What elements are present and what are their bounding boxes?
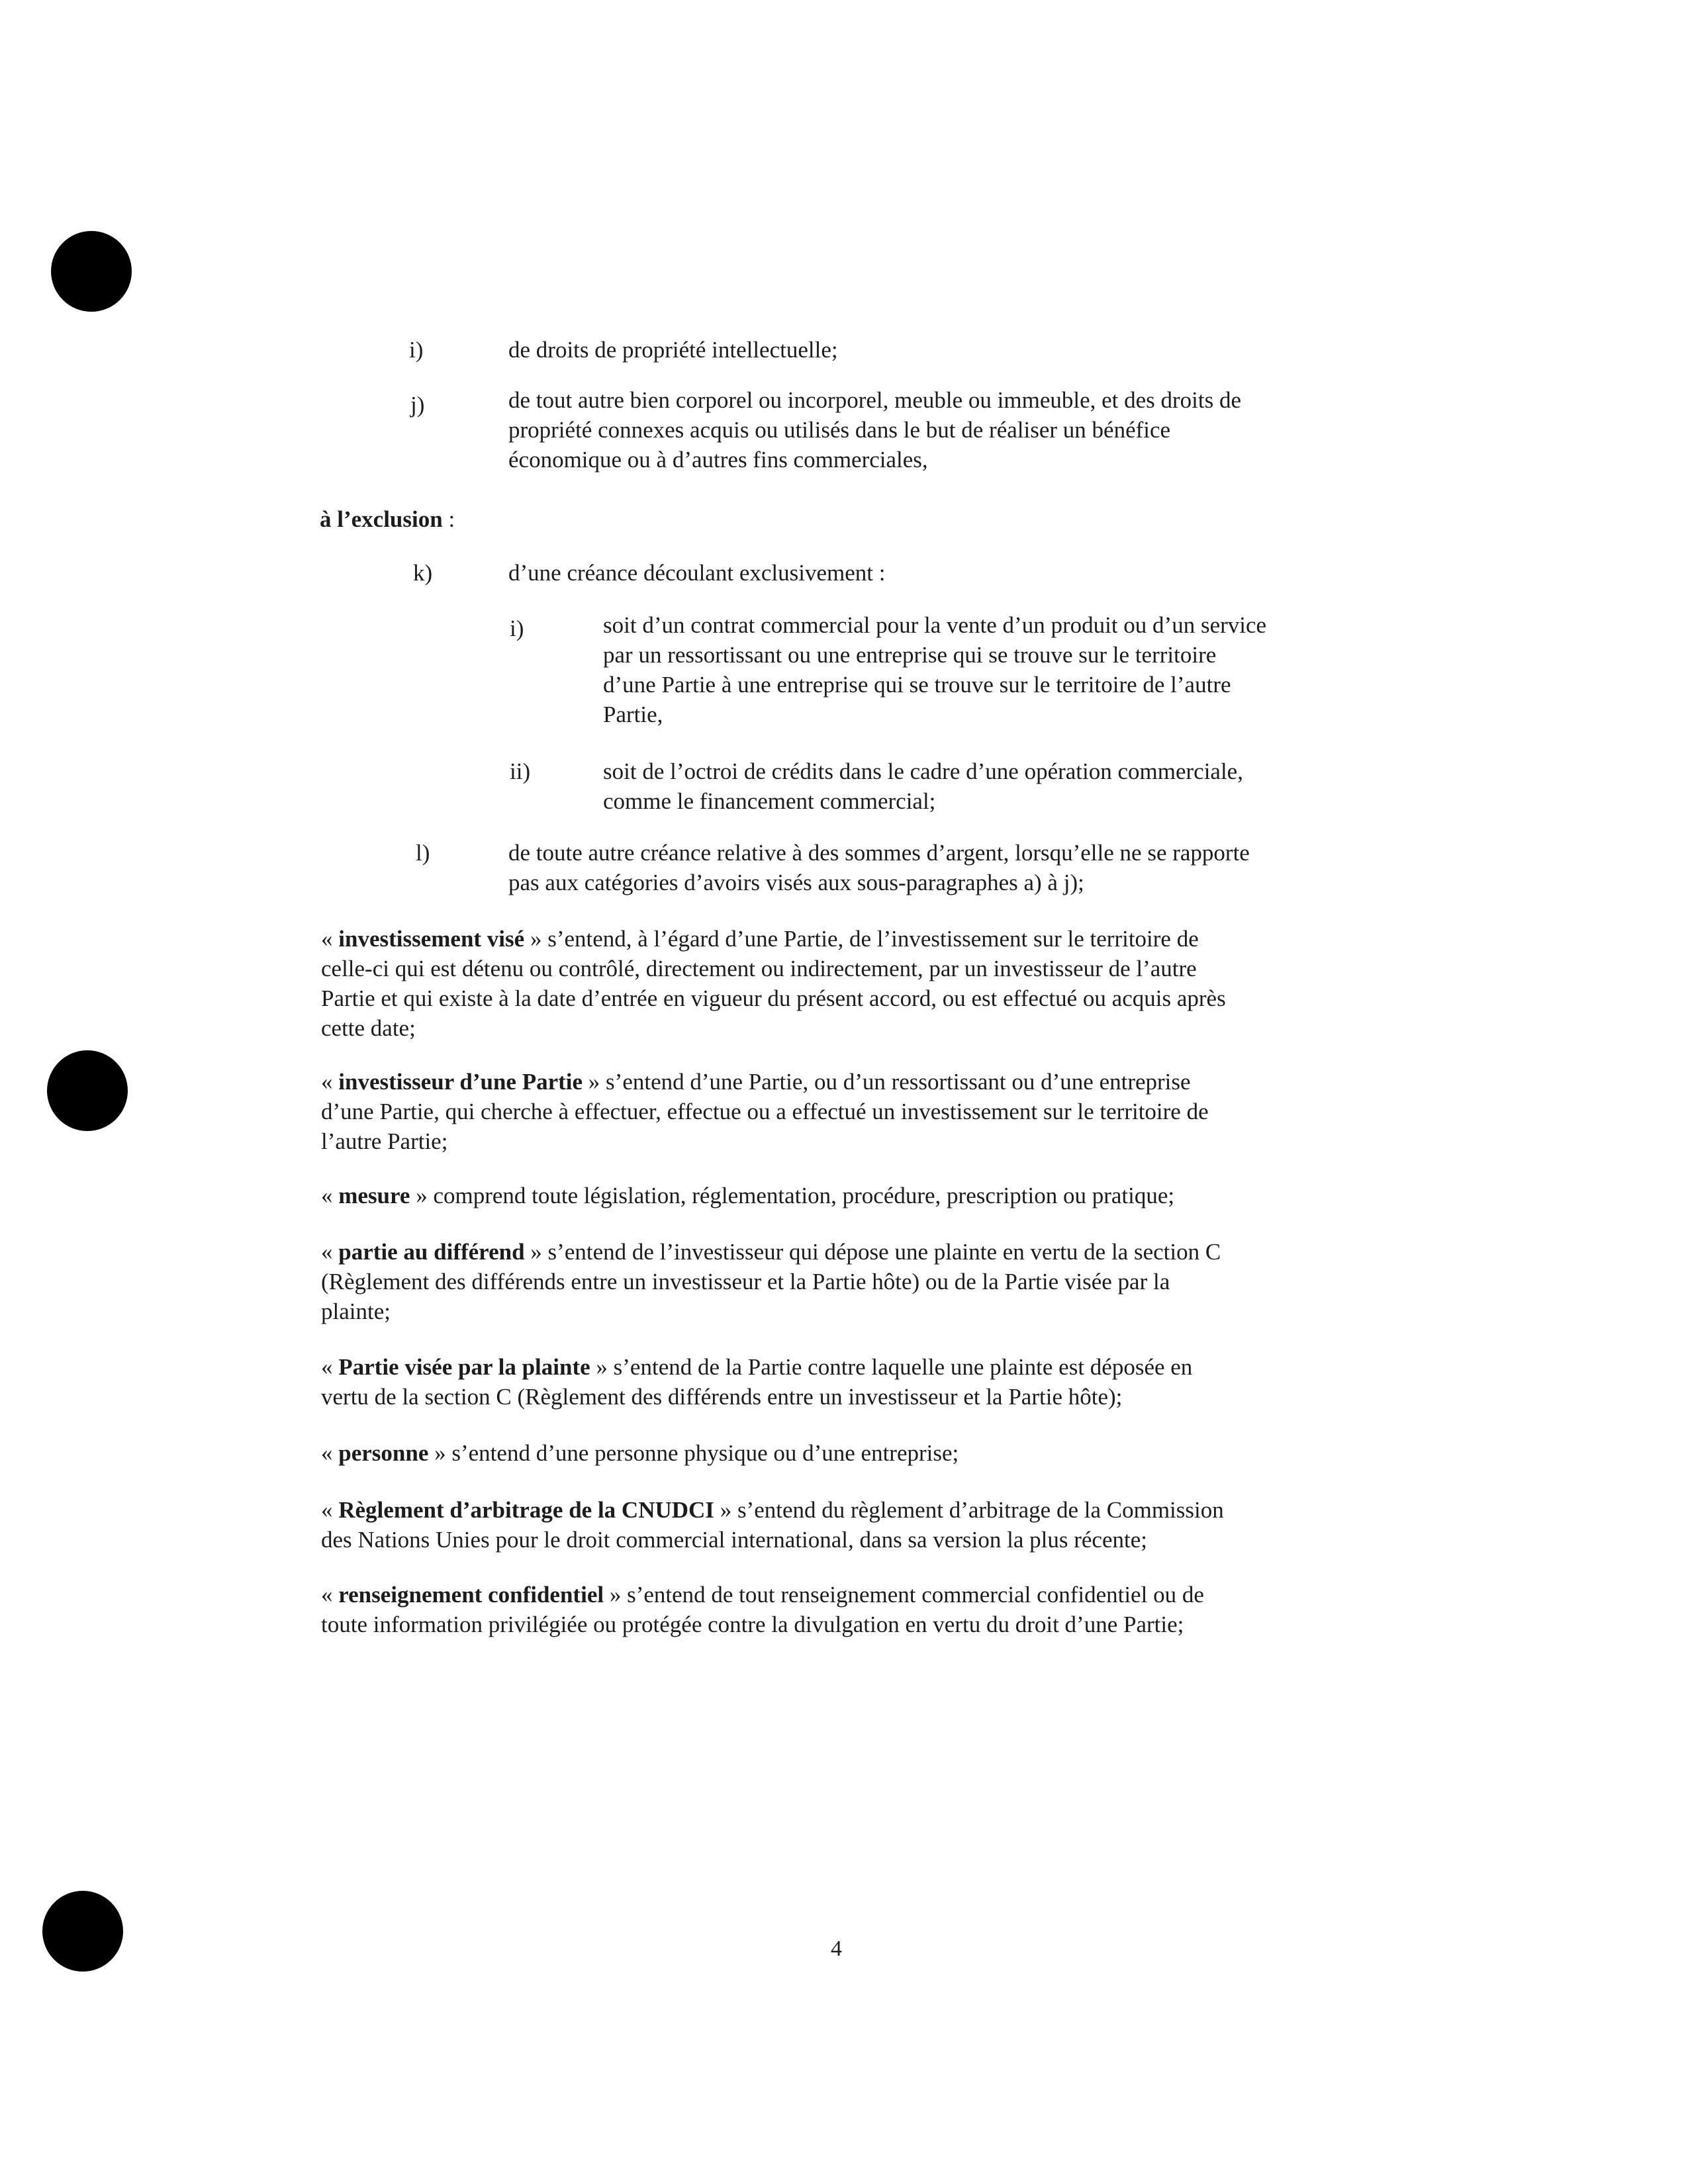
quote-open: «	[321, 926, 339, 952]
definition-first-line	[321, 1181, 1174, 1210]
list-item-text	[508, 335, 838, 365]
text-line: soit d’un contrat commercial pour la vente d’un produit ou d’un service	[603, 612, 1267, 638]
text-line: propriété connexes acquis ou utilisés dans le but de réaliser un bénéfice	[508, 417, 1171, 443]
text-line: des Nations Unies pour le droit commercial international, dans sa version la plus récente;	[321, 1527, 1147, 1553]
text-line: économique ou à d’autres fins commerciales,	[508, 447, 928, 473]
page-number: 4	[831, 1936, 842, 1961]
definition-first-line	[321, 1237, 1221, 1267]
text-line: plainte;	[321, 1298, 391, 1324]
definition-first-line	[321, 924, 1226, 954]
text-line: cette date;	[321, 1015, 416, 1041]
definition-paragraph	[321, 1237, 1221, 1326]
exclusion-colon: :	[442, 506, 455, 532]
definition-term: investisseur d’une Partie	[338, 1069, 583, 1095]
quote-open: «	[321, 1440, 339, 1466]
text-line: d’une Partie à une entreprise qui se trouve sur le territoire de l’autre	[603, 672, 1231, 698]
list-item-text	[508, 385, 1241, 475]
text-line: comme le financement commercial;	[603, 788, 936, 814]
definition-first-line	[321, 1438, 959, 1468]
definition-text: » s’entend d’une personne physique ou d’une entreprise;	[428, 1440, 959, 1466]
quote-open: «	[321, 1239, 339, 1265]
list-marker: i)	[510, 615, 524, 641]
text-line: d’une Partie, qui cherche à effectuer, effectue ou a effectué un investissement sur le territoire de	[321, 1099, 1209, 1124]
quote-open: «	[321, 1354, 339, 1380]
list-item-text	[508, 838, 1250, 897]
text-line: pas aux catégories d’avoirs visés aux sous-paragraphes a) à j);	[508, 870, 1084, 895]
text-line: de tout autre bien corporel ou incorporel, meuble ou immeuble, et des droits de	[508, 387, 1242, 413]
quote-open: «	[321, 1183, 339, 1208]
text-line: toute information privilégiée ou protégée contre la divulgation en vertu du droit d’une Partie;	[321, 1612, 1184, 1637]
definition-first-line	[321, 1067, 1209, 1097]
definition-paragraph	[321, 1438, 959, 1468]
list-marker: l)	[416, 840, 430, 866]
definition-term: mesure	[338, 1183, 410, 1208]
definition-text: » comprend toute législation, réglementation, procédure, prescription ou pratique;	[410, 1183, 1175, 1208]
definition-first-line	[321, 1495, 1224, 1525]
definition-text: » s’entend, à l’égard d’une Partie, de l’investissement sur le territoire de	[524, 926, 1199, 952]
definition-paragraph	[321, 1181, 1174, 1210]
list-marker: ii)	[510, 758, 531, 784]
text-line: par un ressortissant ou une entreprise qui se trouve sur le territoire	[603, 642, 1217, 668]
list-marker: i)	[409, 337, 424, 363]
definition-text: » s’entend de l’investisseur qui dépose une plainte en vertu de la section C	[524, 1239, 1221, 1265]
text-line: d’une créance découlant exclusivement :	[508, 560, 886, 586]
definition-paragraph	[321, 1352, 1192, 1412]
punch-hole-bottom	[42, 1891, 123, 1972]
text-line: soit de l’octroi de crédits dans le cadre d’une opération commerciale,	[603, 758, 1243, 784]
definition-term: renseignement confidentiel	[338, 1582, 604, 1608]
definition-paragraph	[321, 1067, 1209, 1156]
definition-text: » s’entend d’une Partie, ou d’un ressortissant ou d’une entreprise	[583, 1069, 1191, 1095]
quote-open: «	[321, 1582, 339, 1608]
definition-text: » s’entend de la Partie contre laquelle une plainte est déposée en	[590, 1354, 1193, 1380]
text-line: Partie,	[603, 702, 663, 727]
list-marker: j)	[410, 392, 425, 418]
definition-first-line	[321, 1352, 1192, 1382]
text-line: de droits de propriété intellectuelle;	[508, 337, 838, 363]
list-marker: k)	[413, 560, 433, 586]
list-item-text	[603, 756, 1243, 816]
definition-paragraph	[321, 1580, 1204, 1639]
list-item-text	[508, 558, 885, 588]
punch-hole-middle	[47, 1050, 128, 1131]
definition-term: investissement visé	[338, 926, 525, 952]
exclusion-heading	[320, 504, 455, 534]
text-line: Partie et qui existe à la date d’entrée en vigueur du présent accord, ou est effectué ou acquis après	[321, 985, 1226, 1011]
quote-open: «	[321, 1497, 339, 1523]
definition-term: personne	[338, 1440, 429, 1466]
definition-term: partie au différend	[338, 1239, 525, 1265]
quote-open: «	[321, 1069, 339, 1095]
punch-hole-top	[51, 231, 132, 312]
text-line: l’autre Partie;	[321, 1128, 448, 1154]
definition-paragraph	[321, 924, 1226, 1043]
definition-term: Partie visée par la plainte	[338, 1354, 590, 1380]
text-line: celle-ci qui est détenu ou contrôlé, directement ou indirectement, par un investisseur de l’autre	[321, 956, 1197, 981]
definition-text: » s’entend du règlement d’arbitrage de la Commission	[714, 1497, 1224, 1523]
text-line: vertu de la section C (Règlement des différends entre un investisseur et la Partie hôte);	[321, 1384, 1123, 1410]
definition-text: » s’entend de tout renseignement commercial confidentiel ou de	[604, 1582, 1204, 1608]
text-line: (Règlement des différends entre un investisseur et la Partie hôte) ou de la Partie visée par la	[321, 1269, 1170, 1295]
definition-first-line	[321, 1580, 1204, 1610]
definition-paragraph	[321, 1495, 1224, 1555]
list-item-text	[603, 610, 1266, 729]
exclusion-bold: à l’exclusion	[320, 506, 443, 532]
text-line: de toute autre créance relative à des sommes d’argent, lorsqu’elle ne se rapporte	[508, 840, 1250, 866]
definition-term: Règlement d’arbitrage de la CNUDCI	[338, 1497, 714, 1523]
